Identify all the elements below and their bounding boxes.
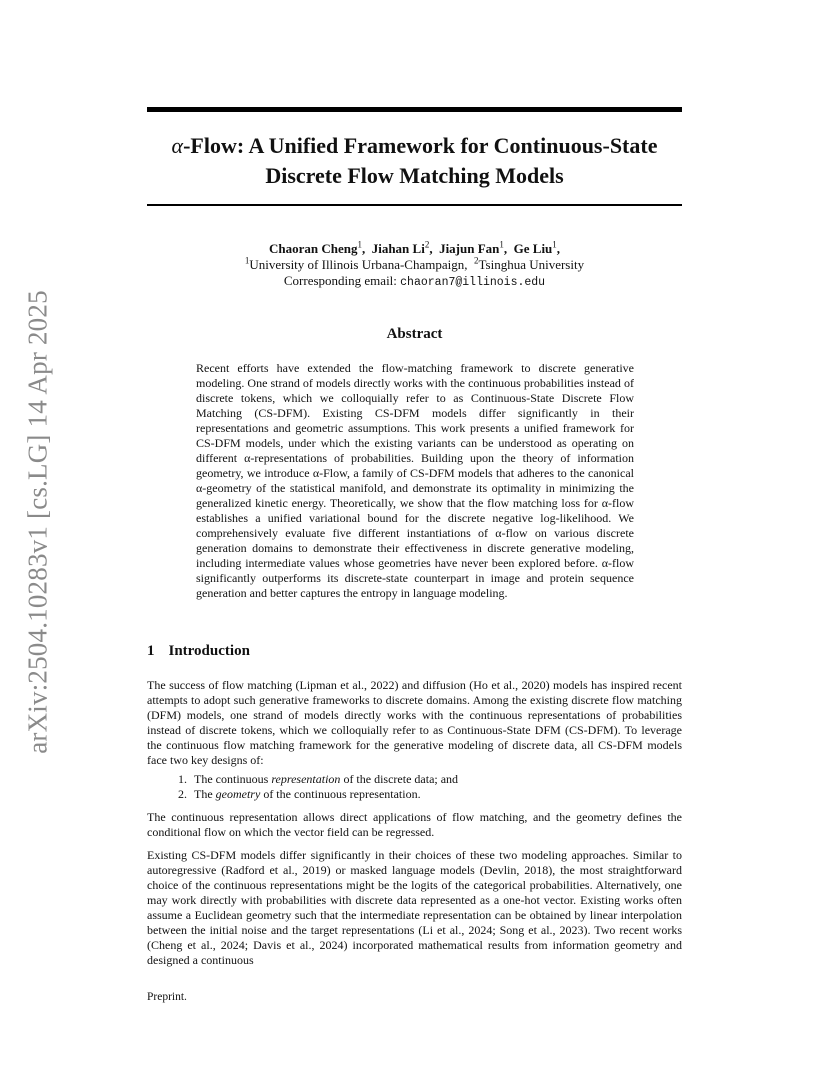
author-block bbox=[147, 241, 682, 291]
affiliation-mark: 2 bbox=[473, 255, 479, 266]
correspondence-label: Corresponding email: bbox=[283, 273, 397, 288]
author-affiliation-mark: 2 bbox=[424, 239, 430, 250]
list-item-text-pre: The continuous bbox=[194, 772, 272, 786]
list-item-emphasis: geometry bbox=[215, 787, 261, 801]
list-item bbox=[178, 772, 678, 787]
author-affiliation-mark: 1 bbox=[499, 239, 504, 250]
author-name: Ge Liu bbox=[513, 241, 553, 256]
list-item-text-post: of the continuous representation. bbox=[260, 787, 421, 801]
list-item bbox=[178, 787, 678, 802]
affiliation-list: $^1$University of Illinois Urbana-Champaign, $^2$Tsinghua University bbox=[244, 255, 585, 272]
author-name: Jiajun Fan bbox=[439, 241, 500, 256]
section-number: 1 bbox=[147, 643, 155, 659]
title-rule-bottom bbox=[147, 204, 682, 206]
correspondence-email[interactable]: chaoran7@illinois.edu bbox=[400, 276, 546, 289]
intro-paragraph-3: Existing CS-DFM models differ significantly in their choices of these two modeling approaches. Similar to autoregressive (Radford et al., 2019) or masked language models (Devlin, 2018), the most straightforward choice of the continuous representations might be the logits of the categorical probabilities. Alternatively, one may work directly with probabilities with discrete data represented as a one-hot vector. Existing works often assume a Euclidean geometry such that the intermediate representation can be obtained by linear interpolation between the initial noise and the target representations (Li et al., 2024; Song et al., 2023). Two recent works (Cheng et al., 2024; Davis et al., 2024) incorporated mathematical results from information geometry and designed a continuous bbox=[147, 848, 682, 967]
arxiv-identifier: arXiv:2504.10283v1 [cs.LG] 14 Apr 2025 bbox=[22, 290, 53, 754]
list-item-text-pre: The bbox=[194, 787, 216, 801]
affiliation-name: Tsinghua University bbox=[478, 257, 585, 272]
title-rule-top bbox=[147, 107, 682, 112]
affiliation-name: University of Illinois Urbana-Champaign bbox=[249, 257, 465, 272]
preprint-footer: Preprint. bbox=[147, 991, 187, 1003]
abstract-text: Recent efforts have extended the flow-matching framework to discrete generative modeling. One strand of models directly works with the continuous probabilities instead of discrete tokens, which we colloquially refer to as Continuous-State Discrete Flow Matching (CS-DFM). Existing CS-DFM models differ significantly in their representations and geometric assumptions. This work presents a unified framework for CS-DFM models, under which the existing variants can be understood as operating on different α-representations of probabilities. Building upon the theory of information geometry, we introduce α-Flow, a family of CS-DFM models that adheres to the canonical α-geometry of the statistical manifold, and demonstrate its optimality in minimizing the generalized kinetic energy. Theoretically, we show that the flow matching loss for α-flow establishes a unified variational bound for the discrete negative log-likelihood. We comprehensively evaluate five different instantiations of α-flow on various discrete generation domains to demonstrate their effectiveness in discrete generative modeling, including intermediate values whose geometries have never been explored before. α-flow significantly outperforms its discrete-state counterpart in image and protein sequence generation and better captures the entropy in language modeling. bbox=[196, 361, 634, 600]
author-name: Jiahan Li bbox=[371, 241, 425, 256]
section-heading-introduction bbox=[147, 643, 250, 660]
title-line-1: -Flow: A Unified Framework for Continuous-State bbox=[183, 133, 658, 158]
intro-paragraph-1: The success of flow matching (Lipman et al., 2022) and diffusion (Ho et al., 2020) models has inspired recent attempts to adopt such generative frameworks to discrete domains. Among the existing discrete flow matching (DFM) models, one strand of models directly works with the continuous representations of probabilities instead of discrete tokens, which we colloquially refer to as Continuous-State DFM (CS-DFM). To leverage the continuous flow matching framework for the generative modeling of discrete data, all CS-DFM models face two key designs of: bbox=[147, 678, 682, 767]
author-affiliation-mark: 1 bbox=[552, 239, 557, 250]
intro-paragraph-2: The continuous representation allows direct applications of flow matching, and the geometry defines the conditional flow on which the vector field can be regressed. bbox=[147, 810, 682, 839]
key-design-list bbox=[178, 772, 678, 802]
list-item-emphasis: representation bbox=[271, 772, 341, 786]
author-name: Chaoran Cheng bbox=[268, 241, 358, 256]
section-title: Introduction bbox=[168, 643, 250, 659]
list-item-number: 2. bbox=[178, 787, 187, 801]
title-line-2: Discrete Flow Matching Models bbox=[265, 163, 564, 188]
title-alpha-symbol: α bbox=[171, 133, 184, 158]
paper-title bbox=[147, 131, 682, 191]
affiliation-mark: 1 bbox=[244, 255, 250, 266]
list-item-number: 1. bbox=[178, 772, 187, 786]
author-affiliation-mark: 1 bbox=[357, 239, 362, 250]
list-item-text-post: of the discrete data; and bbox=[340, 772, 459, 786]
abstract-heading: Abstract bbox=[386, 326, 443, 342]
author-list: Chaoran Cheng$^1$, Jiahan Li$^2$, Jiajun Fan$^1$, Ge Liu$^1$, bbox=[268, 239, 561, 256]
correspondence-line bbox=[147, 273, 682, 291]
